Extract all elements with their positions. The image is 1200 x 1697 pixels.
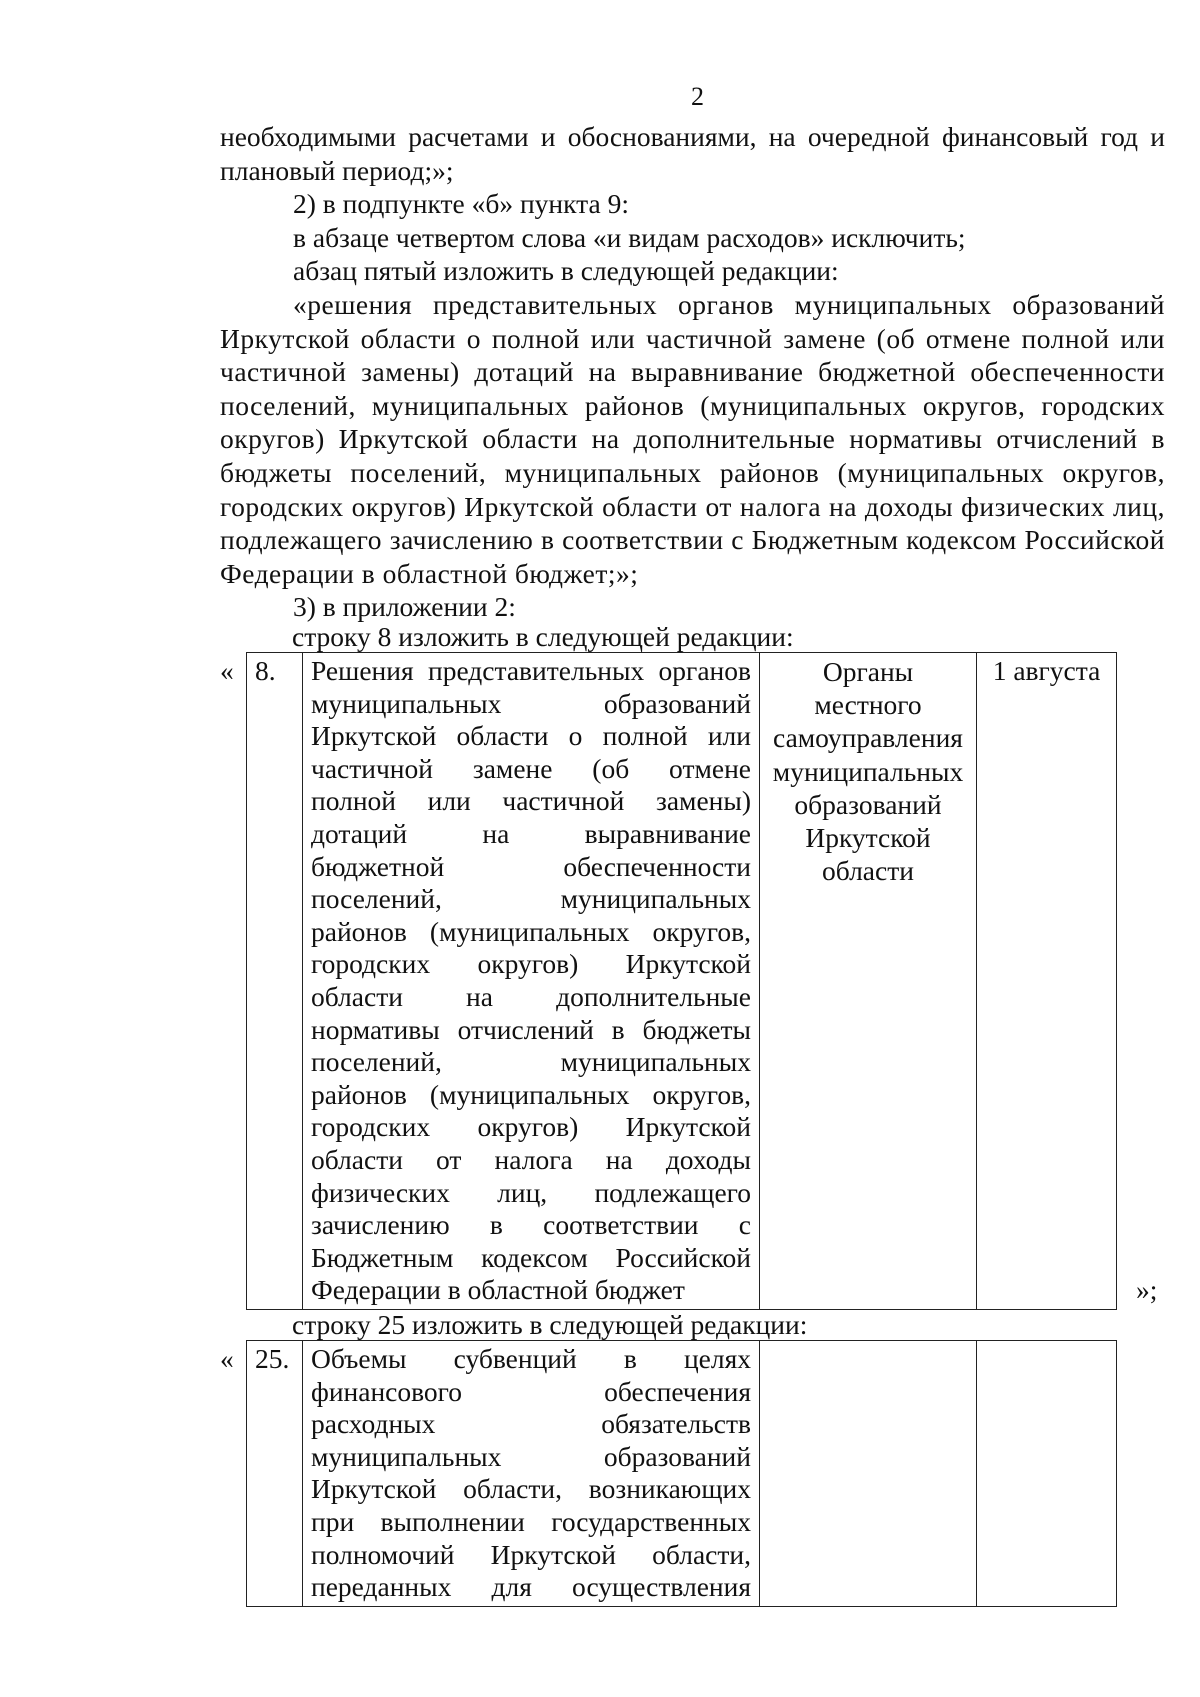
description-line: городских округов) Иркутской [311, 948, 751, 980]
description-line: Иркутской области о полной или [311, 720, 751, 752]
row25-open-quote: « [220, 1343, 234, 1374]
description-line: Бюджетным кодексом Российской [311, 1241, 751, 1273]
description-line: физических лиц, подлежащего [311, 1176, 751, 1208]
description-line: области на дополнительные [311, 980, 751, 1012]
row-responsible [760, 653, 977, 1310]
body-text [220, 120, 1165, 624]
row25-table [246, 1340, 1117, 1607]
description-line: бюджетной обеспеченности [311, 850, 751, 882]
description-line: нормативы отчислений в бюджеты [311, 1013, 751, 1045]
table-row [247, 653, 1117, 1310]
description-line: районов (муниципальных округов, [311, 1078, 751, 1110]
row-description [303, 1341, 760, 1607]
row-number: 8. [247, 653, 303, 1310]
row-deadline [977, 1341, 1117, 1607]
description-line: Решения представительных органов [311, 655, 751, 686]
row-number: 25. [247, 1341, 303, 1607]
description-line: Объемы субвенций в целях [311, 1343, 751, 1374]
description-line: области от налога на доходы [311, 1143, 751, 1175]
row8-table [246, 652, 1117, 1310]
description-line: поселений, муниципальных [311, 883, 751, 915]
responsible-line: самоуправления [773, 722, 963, 754]
responsible-line: образований [794, 788, 942, 820]
row-responsible [760, 1341, 977, 1607]
paragraph-continuation: необходимыми расчетами и обоснованиями, на очередной финансовый год и плановый период;»; [220, 121, 1165, 186]
responsible-line: области [822, 855, 914, 887]
row-description [303, 653, 760, 1310]
description-line: зачислению в соответствии с [311, 1209, 751, 1241]
description-line: дотаций на выравнивание [311, 817, 751, 849]
description-line: частичной замене (об отмене [311, 752, 751, 784]
row-deadline: 1 августа [977, 653, 1117, 1310]
description-line: Иркутской области, возникающих [311, 1473, 751, 1505]
description-line: полномочий Иркутской области, [311, 1538, 751, 1570]
paragraph-item-2: 2) в подпункте «б» пункта 9: [293, 188, 629, 220]
row8-close-quote: »; [1136, 1274, 1158, 1305]
row25-intro: строку 25 изложить в следующей редакции: [292, 1309, 808, 1340]
responsible-line: Иркутской [805, 822, 931, 854]
description-line: Федерации в областной бюджет [311, 1274, 685, 1306]
row8-intro: строку 8 изложить в следующей редакции: [292, 621, 794, 652]
paragraph-abzac-4: в абзаце четвертом слова «и видам расходов» исключить; [293, 221, 966, 253]
table-row [247, 1341, 1117, 1607]
responsible-line: местного [814, 689, 922, 721]
responsible-line: Органы [822, 656, 914, 687]
responsible-line: муниципальных [772, 755, 964, 787]
description-line: муниципальных образований [311, 687, 751, 719]
paragraph-new-wording: «решения представительных органов муниципальных образований Иркутской области о полной или частичной замене (об отмене полной или частичной замены) дотаций на выравнивание бюджетной обеспеченности поселений, муниципальных районов (муниципальных округов, городских округов) Иркутской области на дополнительные нормативы отчислений в бюджеты поселений, муниципальных районов (муниципальных округов, городских округов) Иркутской области от налога на доходы физических лиц, подлежащего зачислению в соответствии с Бюджетным кодексом Российской Федерации в областной бюджет;»; [220, 288, 1165, 589]
description-line: переданных для осуществления [311, 1571, 751, 1603]
description-line: при выполнении государственных [311, 1505, 751, 1537]
description-line: расходных обязательств [311, 1408, 751, 1440]
description-line: городских округов) Иркутской [311, 1111, 751, 1143]
paragraph-abzac-5: абзац пятый изложить в следующей редакции: [293, 255, 839, 287]
paragraph-item-3: 3) в приложении 2: [293, 591, 516, 623]
description-line: поселений, муниципальных [311, 1046, 751, 1078]
page-number: 2 [691, 82, 704, 111]
row8-open-quote: « [220, 655, 234, 686]
description-line: районов (муниципальных округов, [311, 915, 751, 947]
description-line: полной или частичной замены) [311, 785, 751, 817]
description-line: финансового обеспечения [311, 1375, 751, 1407]
description-line: муниципальных образований [311, 1440, 751, 1472]
